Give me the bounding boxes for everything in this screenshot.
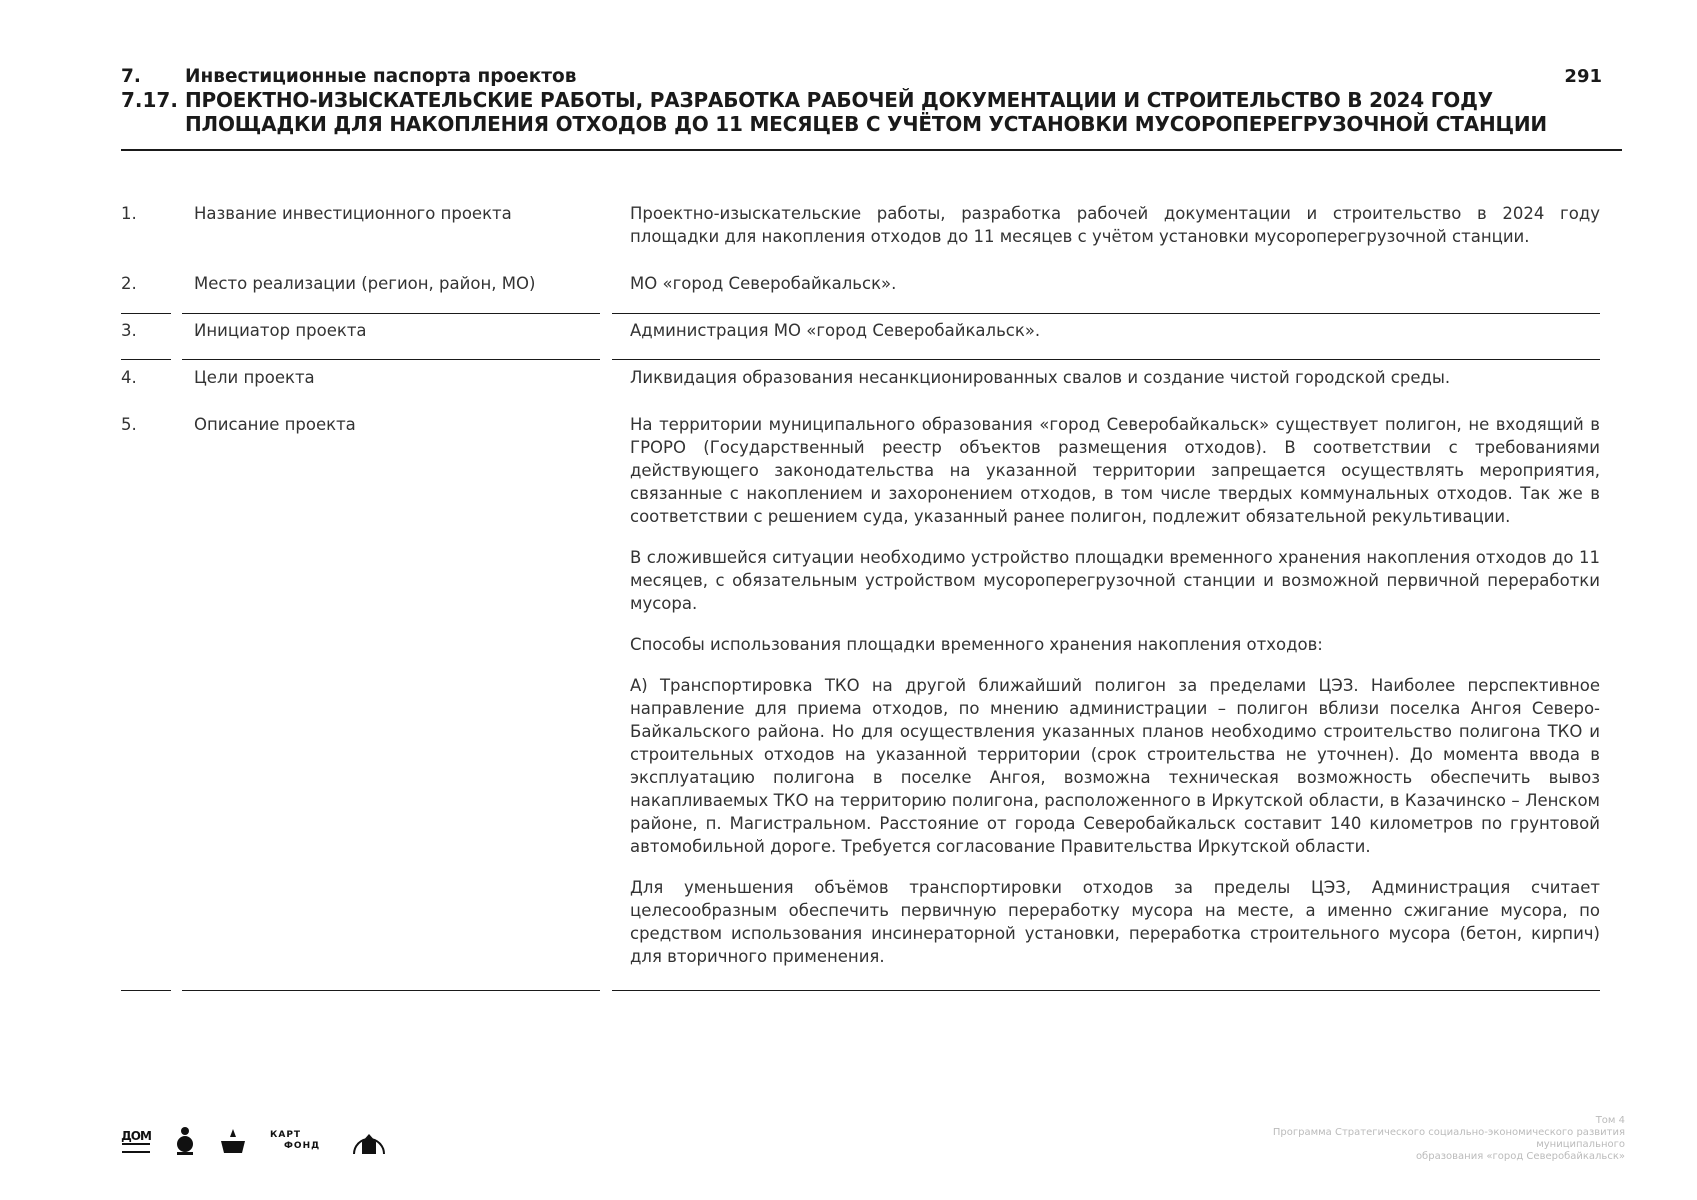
row-divider: [182, 990, 600, 991]
value-paragraph: На территории муниципального образования «город Северобайкальск» существует полигон, не входящий в ГРОРО (Государственный реестр объектов размещения отходов). В соответствии с требованиями действующего законодательства на указанной территории запрещается осуществлять мероприятия, связанные с накоплением и захоронением отходов, в том числе твердых коммунальных отходов. Так же в соответствии с решением суда, указанный ранее полигон, подлежит обязательной рекультивации.: [630, 415, 1600, 526]
value-paragraph: Администрация МО «город Северобайкальск».: [630, 321, 1041, 340]
row-label: Место реализации (регион, район, МО): [194, 274, 536, 293]
header-divider: [121, 149, 1622, 151]
row-divider: [121, 313, 171, 314]
boat-logo: [218, 1127, 248, 1155]
row-value: [630, 366, 1600, 407]
section-number: 7.: [121, 66, 141, 87]
row-divider: [612, 359, 1600, 360]
subsection-heading: [121, 88, 1622, 112]
subsection-title-line1: ПРОЕКТНО-ИЗЫСКАТЕЛЬСКИЕ РАБОТЫ, РАЗРАБОТКА РАБОЧЕЙ ДОКУМЕНТАЦИИ И СТРОИТЕЛЬСТВО В 2024 ГОДУ: [185, 88, 1493, 112]
kartfond-logo: КАРТ ФОНД: [270, 1130, 321, 1151]
row-divider: [182, 313, 600, 314]
footer-municipality: образования «город Северобайкальск»: [1415, 1151, 1625, 1162]
row-value: [630, 272, 1600, 313]
row-label: Название инвестиционного проекта: [194, 204, 512, 223]
page-number: 291: [1564, 66, 1602, 87]
value-paragraph: Для уменьшения объёмов транспортировки отходов за пределы ЦЭЗ, Администрация считает целесообразным обеспечить первичную переработку мусора на месте, а именно сжигание мусора, по средством использования инсинераторной установки, переработка строительного мусора (бетон, кирпич) для вторичного применения.: [630, 878, 1600, 966]
row-value: [630, 319, 1600, 360]
subsection-title-line2: ПЛОЩАДКИ ДЛЯ НАКОПЛЕНИЯ ОТХОДОВ ДО 11 МЕСЯЦЕВ С УЧЁТОМ УСТАНОВКИ МУСОРОПЕРЕГРУЗОЧНОЙ СТАНЦИИ: [185, 112, 1547, 136]
row-divider: [612, 990, 1600, 991]
row-number: 3.: [121, 321, 137, 340]
row-label: Цели проекта: [194, 368, 315, 387]
row-value: [630, 202, 1600, 266]
page-header: [121, 66, 1622, 136]
section-heading: [121, 66, 1622, 88]
row-number: 2.: [121, 274, 137, 293]
emblem-logo: [174, 1126, 196, 1156]
partner-logos: [120, 1126, 386, 1156]
row-number: 5.: [121, 415, 137, 434]
row-divider: [121, 990, 171, 991]
dom-logo: ДОМ: [120, 1130, 152, 1153]
value-paragraph: В сложившейся ситуации необходимо устройство площадки временного хранения накопления отходов до 11 месяцев, с обязательным устройством мусороперегрузочной станции и возможной первичной переработки мусора.: [630, 548, 1600, 613]
section-title: Инвестиционные паспорта проектов: [185, 66, 577, 87]
subsection-number: 7.17.: [121, 88, 178, 112]
row-divider: [182, 359, 600, 360]
row-label: Описание проекта: [194, 415, 356, 434]
page-footer: [1205, 1115, 1625, 1163]
row-label: Инициатор проекта: [194, 321, 367, 340]
row-divider: [612, 313, 1600, 314]
value-paragraph: Способы использования площадки временного хранения накопления отходов:: [630, 635, 1323, 654]
row-number: 4.: [121, 368, 137, 387]
footer-volume: Том 4: [1595, 1115, 1625, 1126]
subsection-heading-continued: [121, 112, 1622, 136]
footer-program: Программа Стратегического социально-экономического развития муниципального: [1272, 1127, 1625, 1150]
value-paragraph: А) Транспортировка ТКО на другой ближайший полигон за пределами ЦЭЗ. Наиболее перспективное направление для приема отходов, по мнению администрации – полигон вблизи поселка Ангоя Северо-Байкальского района. Но для осуществления указанных планов необходимо строительство полигона ТКО и строительных отходов на указанной территории (срок строительства не уточнен). До момента ввода в эксплуатацию полигона в поселке Ангоя, возможна техническая возможность обеспечить вывоз накапливаемых ТКО на территорию полигона, расположенного в Иркутской области, в Казачинско – Ленском районе, п. Магистральном. Расстояние от города Северобайкальск составит 140 километров по грунтовой автомобильной дороге. Требуется согласование Правительства Иркутской области.: [630, 676, 1600, 856]
value-paragraph: Проектно-изыскательские работы, разработка рабочей документации и строительство в 2024 году площадки для накопления отходов до 11 месяцев с учётом установки мусороперегрузочной станции.: [630, 204, 1600, 246]
value-paragraph: МО «город Северобайкальск».: [630, 274, 897, 293]
architecture-logo: [352, 1126, 386, 1156]
row-divider: [121, 359, 171, 360]
row-number: 1.: [121, 204, 137, 223]
value-paragraph: Ликвидация образования несанкционированных свалов и создание чистой городской среды.: [630, 368, 1451, 387]
row-value: [630, 413, 1600, 986]
